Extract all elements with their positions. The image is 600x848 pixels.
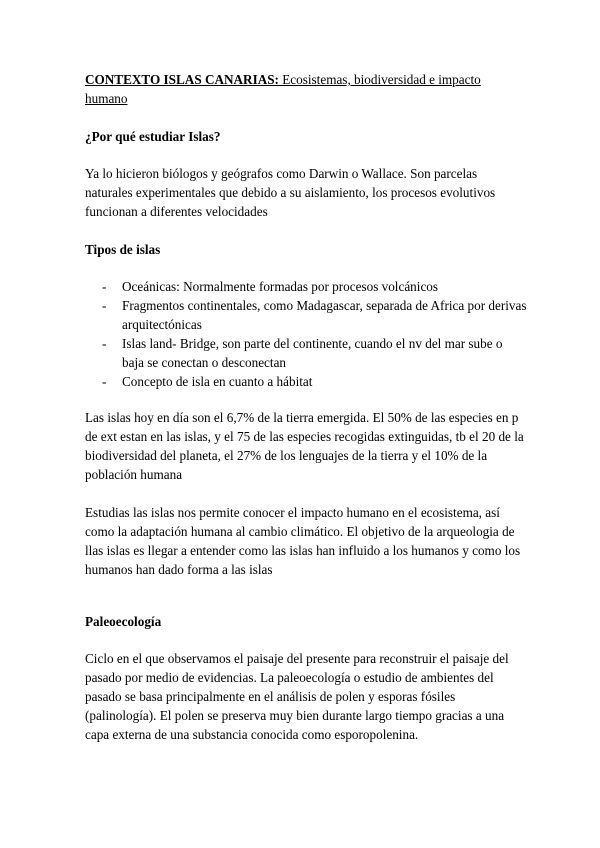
list-item-text: Concepto de isla en cuanto a hábitat xyxy=(122,374,313,389)
list-item xyxy=(102,372,527,391)
list-item xyxy=(102,296,527,334)
paragraph-paleoecology: Ciclo en el que observamos el paisaje del presente para reconstruir el paisaje del pasado por medio de evidencias. La paleoecología o estudio de ambientes del pasado se basa principalmente en el análisis de polen y esporas fósiles (palinología). El polen se preserva muy bien durante largo tiempo gracias a una capa externa de una substancia conocida como esporopolenina. xyxy=(85,651,509,742)
list-item xyxy=(102,334,527,372)
list-item-text: Fragmentos continentales, como Madagascar, separada de Africa por derivas arquitectónicas xyxy=(122,298,527,332)
list-item-text: Islas land- Bridge, son parte del continente, cuando el nv del mar sube o baja se conectan o desconectan xyxy=(122,336,503,370)
title-bold-part: CONTEXTO ISLAS CANARIAS: xyxy=(85,72,279,87)
heading-why-study-islands: ¿Por qué estudiar Islas? xyxy=(85,129,221,144)
island-types-list xyxy=(102,277,527,391)
list-item xyxy=(102,277,527,296)
bullet-dash: - xyxy=(102,298,107,313)
document-title xyxy=(85,70,525,108)
paragraph-human-impact: Estudias las islas nos permite conocer el impacto humano en el ecosistema, así como la adaptación humana al cambio climático. El objetivo de la arqueologia de llas islas es llegar a entender como las islas han influido a los humanos y como los humanos han dado forma a las islas xyxy=(85,505,521,577)
bullet-dash: - xyxy=(102,279,107,294)
list-item-text: Oceánicas: Normalmente formadas por procesos volcánicos xyxy=(122,279,439,294)
heading-paleoecology: Paleoecología xyxy=(85,614,162,629)
heading-island-types: Tipos de islas xyxy=(85,242,161,257)
bullet-dash: - xyxy=(102,374,107,389)
paragraph-why-study-islands: Ya lo hicieron biólogos y geógrafos como Darwin o Wallace. Son parcelas naturales experimentales que debido a su aislamiento, los procesos evolutivos funcionan a diferentes velocidades xyxy=(85,166,496,219)
paragraph-island-statistics: Las islas hoy en día son el 6,7% de la tierra emergida. El 50% de las especies en p de ext estan en las islas, y el 75 de las especies recogidas extinguidas, tb el 20 de la biodiversidad del planeta, el 27% de los lenguajes de la tierra y el 10% de la población humana xyxy=(85,410,524,482)
title-rest: Ecosistemas, biodiversidad e impacto humano xyxy=(85,72,481,106)
bullet-dash: - xyxy=(102,336,107,351)
